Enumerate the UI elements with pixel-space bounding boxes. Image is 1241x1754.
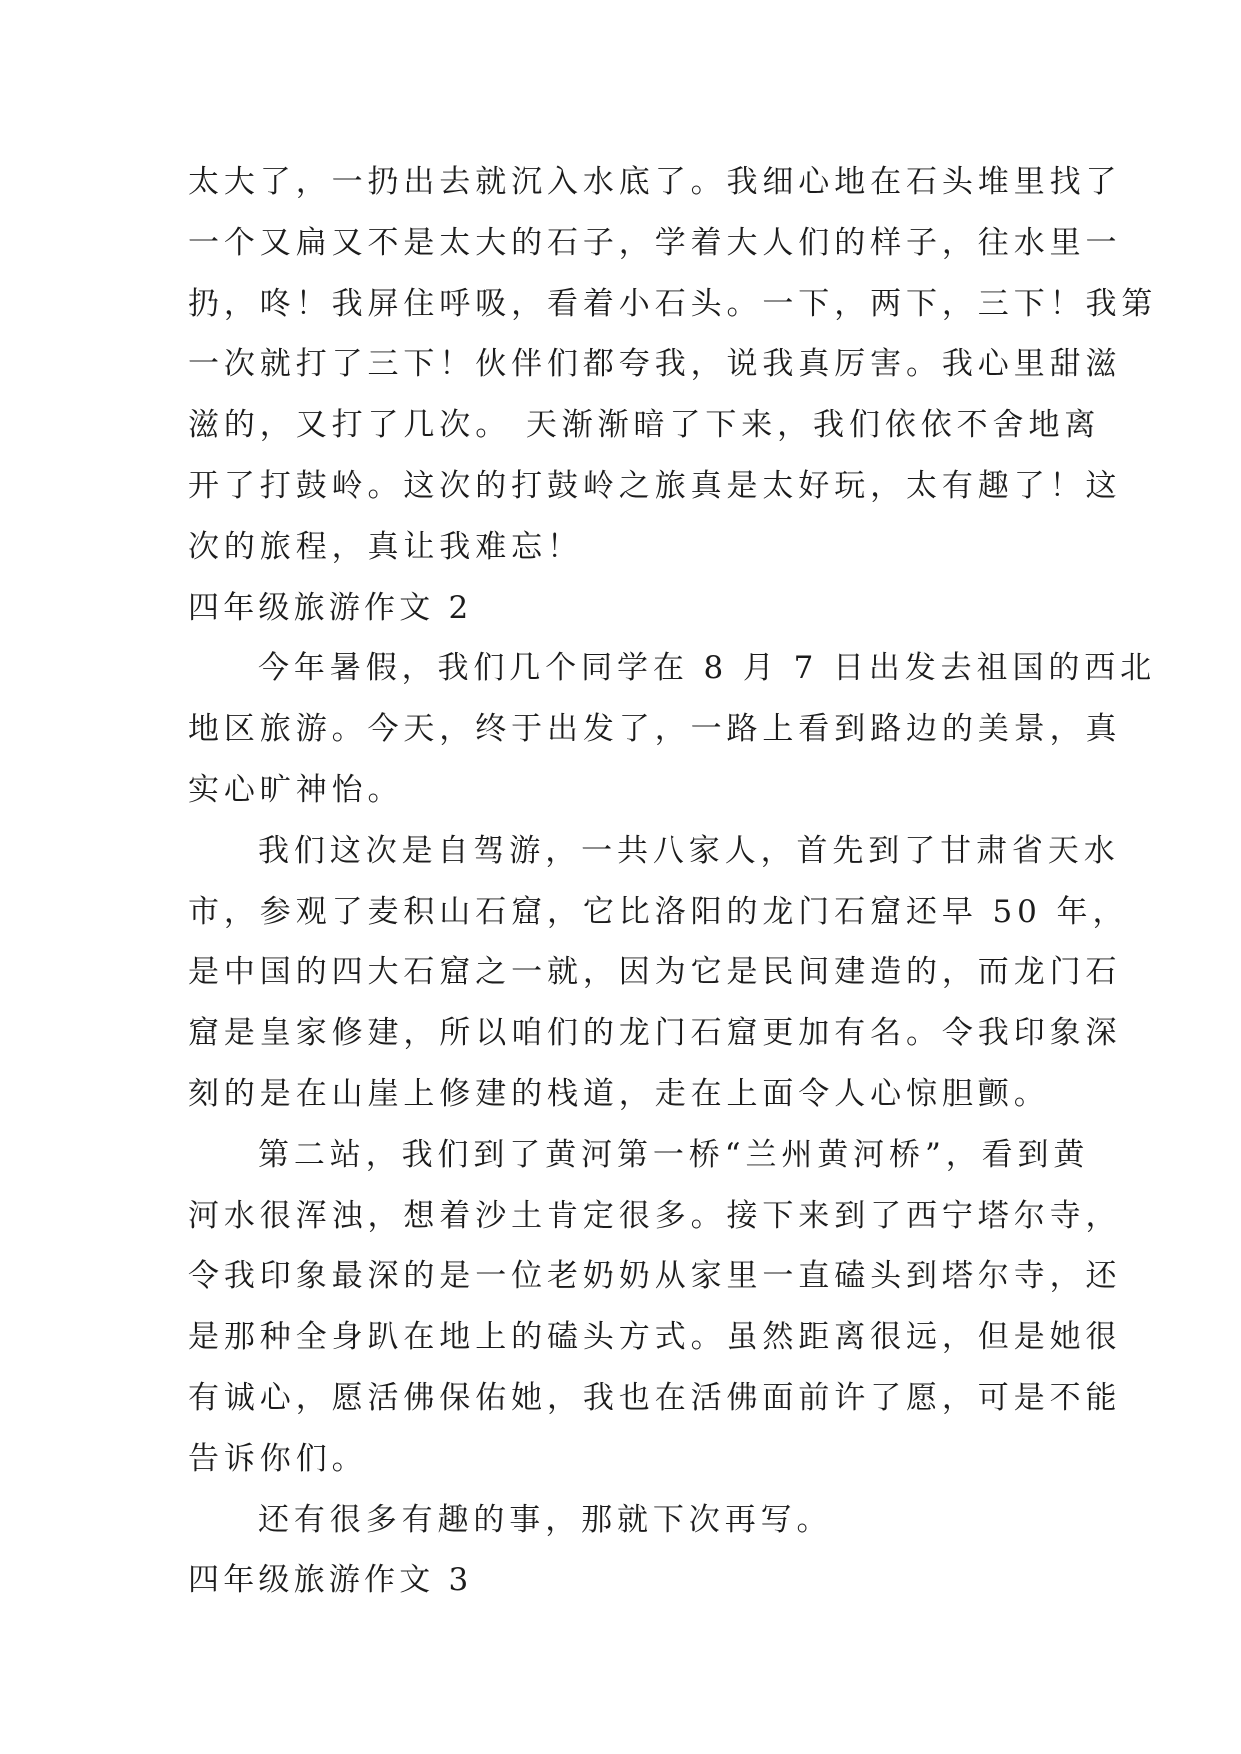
paragraph-line: 河水很浑浊，想着沙土肯定很多。接下来到了西宁塔尔寺， xyxy=(188,1197,1122,1234)
paragraph-first-line: 第二站，我们到了黄河第一桥“兰州黄河桥”，看到黄 xyxy=(258,1136,1090,1173)
paragraph-line: 窟是皇家修建，所以咱们的龙门石窟更加有名。令我印象深 xyxy=(188,1015,1122,1052)
paragraph-line: 有诚心，愿活佛保佑她，我也在活佛面前许了愿，可是不能 xyxy=(188,1379,1122,1416)
paragraph-line: 是中国的四大石窟之一就，因为它是民间建造的，而龙门石 xyxy=(188,954,1122,991)
paragraph-line: 实心旷神怡。 xyxy=(188,771,404,808)
paragraph-line: 滋的，又打了几次。 天渐渐暗了下来，我们依依不舍地离 xyxy=(188,407,1101,444)
paragraph-line: 令我印象最深的是一位老奶奶从家里一直磕头到塔尔寺，还 xyxy=(188,1258,1122,1295)
paragraph-line: 市，参观了麦积山石窟，它比洛阳的龙门石窟还早 50 年， xyxy=(188,893,1129,930)
paragraph-line: 一次就打了三下！伙伴们都夸我，说我真厉害。我心里甜滋 xyxy=(188,346,1122,383)
paragraph-line: 开了打鼓岭。这次的打鼓岭之旅真是太好玩，太有趣了！这 xyxy=(188,467,1122,504)
paragraph-line: 地区旅游。今天，终于出发了，一路上看到路边的美景，真 xyxy=(188,711,1122,748)
paragraph-line: 太大了，一扔出去就沉入水底了。我细心地在石头堆里找了 xyxy=(188,164,1122,200)
document-body xyxy=(188,152,1158,1611)
paragraph-line: 次的旅程，真让我难忘！ xyxy=(188,528,583,565)
paragraph-line: 是那种全身趴在地上的磕头方式。虽然距离很远，但是她很 xyxy=(188,1319,1122,1356)
paragraph-line: 一个又扁又不是太大的石子，学着大人们的样子，往水里一 xyxy=(188,224,1122,261)
paragraph-line: 告诉你们。 xyxy=(188,1440,368,1477)
paragraph-first-line: 我们这次是自驾游，一共八家人，首先到了甘肃省天水 xyxy=(258,832,1120,869)
section-heading: 四年级旅游作文 2 xyxy=(188,589,473,626)
paragraph-first-line: 今年暑假，我们几个同学在 8 月 7 日出发去祖国的西北 xyxy=(258,650,1157,687)
paragraph-line: 刻的是在山崖上修建的栈道，走在上面令人心惊胆颤。 xyxy=(188,1075,1050,1112)
paragraph-line: 扔，咚！我屏住呼吸，看着小石头。一下，两下，三下！我第 xyxy=(188,285,1158,322)
section-heading: 四年级旅游作文 3 xyxy=(188,1562,473,1599)
paragraph-first-line: 还有很多有趣的事，那就下次再写。 xyxy=(258,1501,833,1538)
